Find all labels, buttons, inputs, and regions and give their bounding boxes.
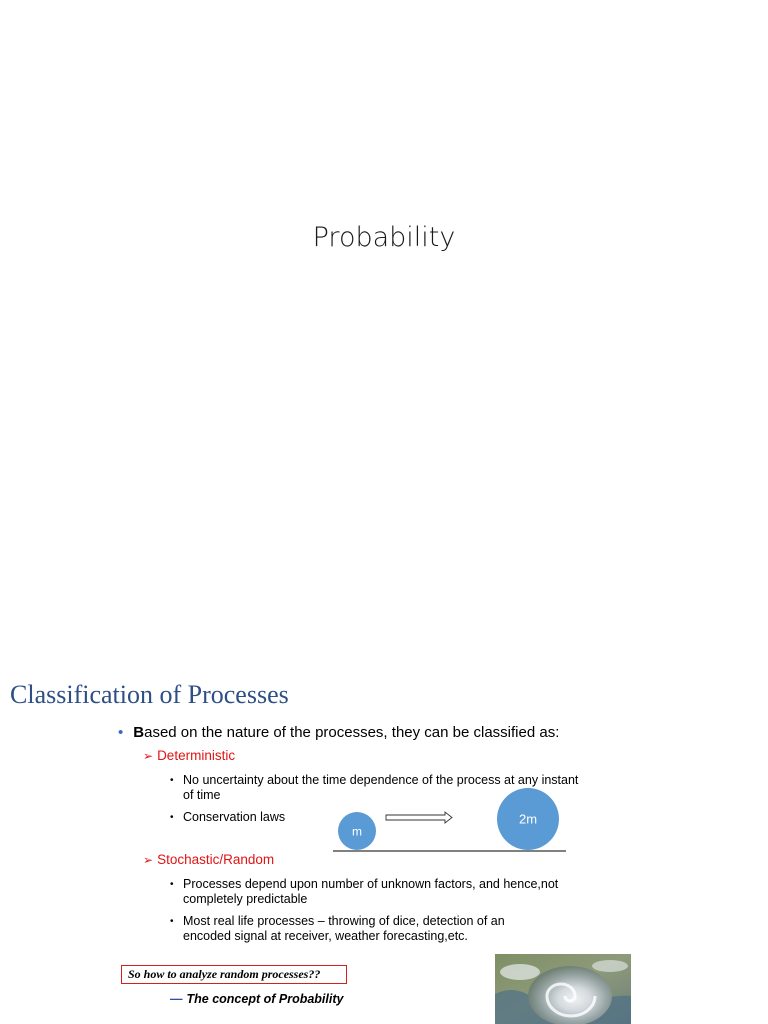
question-box: So how to analyze random processes??	[121, 965, 347, 984]
slide-title-text: Probability	[312, 222, 456, 253]
arrowhead-bullet-icon: ➢	[143, 853, 154, 867]
stochastic-label: Stochastic/Random	[157, 852, 275, 867]
stochastic-heading	[143, 852, 274, 867]
stochastic-item-text: Most real life processes – throwing of dice, detection of an encoded signal at receiver, weather forecasting,etc.	[183, 914, 505, 943]
collision-diagram	[330, 788, 570, 858]
motion-arrow-icon	[386, 812, 452, 823]
satellite-image	[495, 954, 631, 1024]
slide-classification	[0, 640, 768, 1024]
deterministic-item-text: Conservation laws	[183, 810, 286, 824]
intro-text: ased on the nature of the processes, they can be classified as:	[144, 724, 560, 741]
slide-heading: Classification of Processes	[10, 680, 289, 709]
bullet-dot-icon: •	[118, 724, 124, 741]
stochastic-item-text: Processes depend upon number of unknown factors, and hence,not completely predictable	[183, 877, 559, 906]
bullet-dot-icon: •	[170, 879, 174, 890]
em-dash: —	[170, 992, 183, 1006]
stochastic-item-2	[170, 914, 540, 944]
large-ball-label: 2m	[518, 811, 538, 827]
bullet-dot-icon: •	[170, 775, 174, 786]
concept-text: The concept of Probability	[186, 992, 344, 1006]
arrowhead-bullet-icon: ➢	[143, 749, 154, 763]
bullet-dot-icon: •	[170, 916, 174, 927]
deterministic-item-text: No uncertainty about the time dependence of the process at any instant of time	[183, 773, 579, 802]
deterministic-label: Deterministic	[157, 748, 236, 763]
concept-line	[170, 992, 343, 1006]
deterministic-heading	[143, 748, 235, 763]
intro-bullet	[118, 724, 559, 741]
small-ball-label: m	[352, 824, 362, 839]
intro-first-letter: B	[133, 724, 145, 741]
bullet-dot-icon: •	[170, 812, 174, 823]
stochastic-item-1	[170, 877, 590, 907]
deterministic-item-2	[170, 810, 330, 825]
